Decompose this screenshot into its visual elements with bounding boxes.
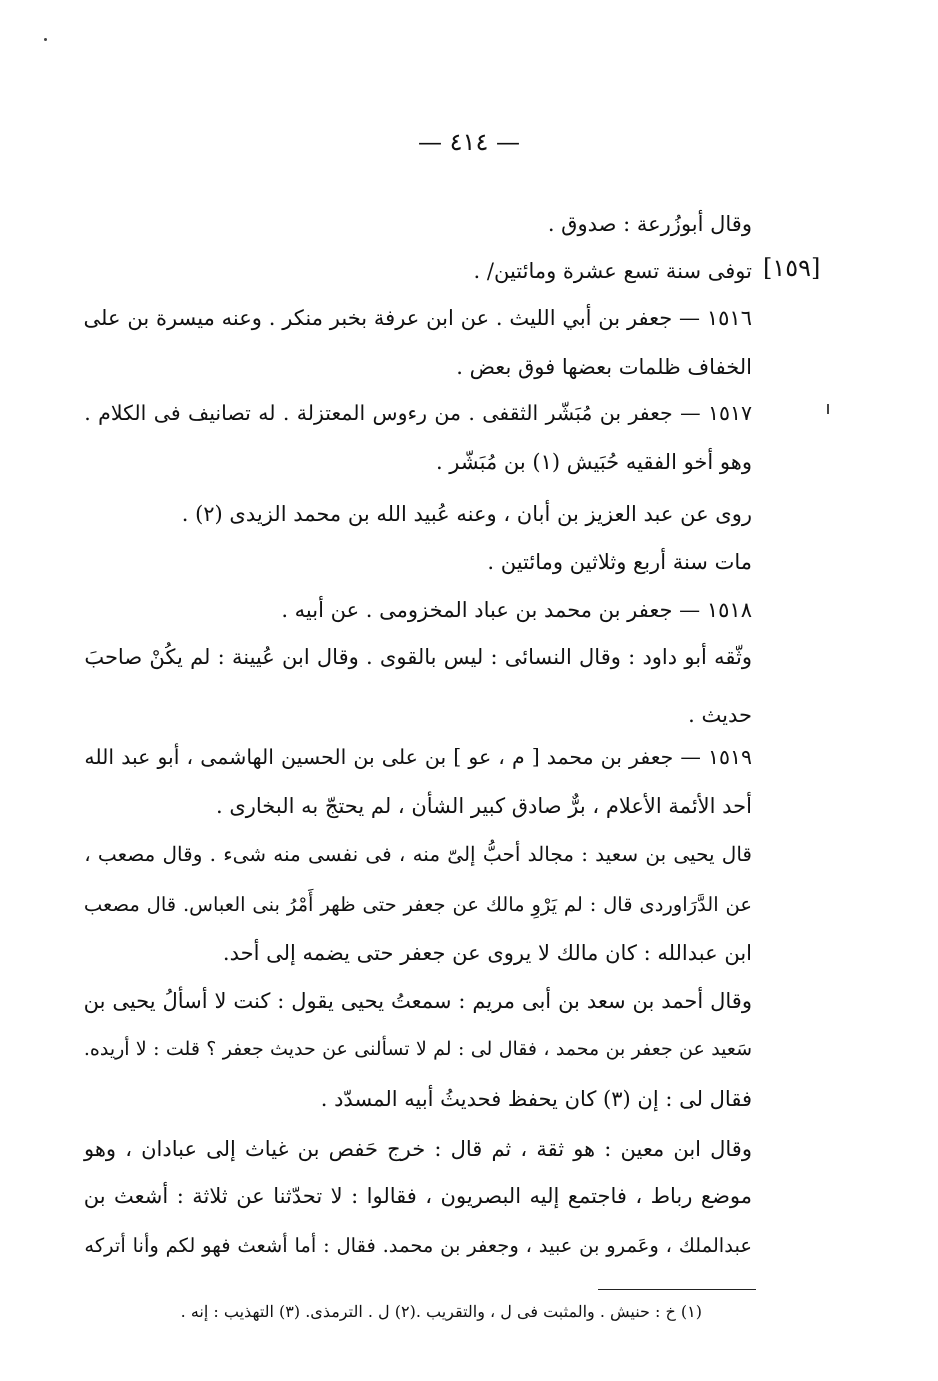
text-line: وهو أخو الفقيه حُبَيش (١) بن مُبَشّر . [435,450,752,474]
text-line: توفى سنة تسع عشرة ومائتين/ . [473,259,752,283]
entry-1517-line: ١٥١٧ — جعفر بن مُبَشّر الثقفى . من رءوس المعتزلة . له تصانيف فى الكلام . [84,401,752,425]
text-line: عبدالملك ، وعَمرو بن عبيد ، وجعفر بن محمد. فقال : أما أشعث فهو لكم وأنا أتركه [84,1234,752,1257]
text-line: وقال ابن معين : هو ثقة ، ثم قال : خرج حَفص بن غياث إلى عبادان ، وهو [83,1137,752,1161]
text-line: عن الدَّرَاوردى قال : لم يَرْوِ مالك عن جعفر حتى ظهر أَمْرُ بنى العباس. قال مصعب [83,893,752,916]
print-speck [44,38,47,41]
footnote-separator [598,1289,756,1290]
footnotes: (١) خ : حنيش . والمثبت فى ل ، والتقريب .(٢) ل . الترمذى. (٣) التهذيب : إنه . [180,1302,702,1321]
text-line: ابن عبدالله : كان مالك لا يروى عن جعفر حتى يضمه إلى أحد. [222,941,752,965]
print-speck [827,404,829,414]
entry-1519-line: ١٥١٩ — جعفر بن محمد [ م ، عو ] بن على بن الحسين الهاشمى ، أبو عبد الله [84,745,752,769]
text-line: وثّقه أبو داود : وقال النسائى : ليس بالقوى . وقال ابن عُيينة : لم يكُنْ صاحبَ [84,645,752,669]
entry-1518-line: ١٥١٨ — جعفر بن محمد بن عباد المخزومى . عن أبيه . [281,598,752,622]
text-line: وقال أبوزُرعة : صدوق . [547,212,752,236]
margin-page-reference: [١٥٩] [763,254,821,282]
text-line: وقال أحمد بن سعد بن أبى مريم : سمعتُ يحيى يقول : كنت لا أسألُ يحيى بن [83,989,752,1013]
text-line: روى عن عبد العزيز بن أبان ، وعنه عُبيد الله بن محمد الزيدى (٢) . [181,502,752,526]
text-line: حديث . [688,703,752,727]
text-line: فقال لى : إن (٣) كان يحفظ فحديثُ أبيه المسدّد . [320,1087,752,1111]
text-line: الخفاف ظلمات بعضها فوق بعض . [456,355,752,379]
page-number: — ٤١٤ — [418,128,520,156]
entry-1516-line: ١٥١٦ — جعفر بن أبي الليث . عن ابن عرفة بخبر منكر . وعنه ميسرة بن على [83,306,752,330]
text-line: موضع رباط ، فاجتمع إليه البصريون ، فقالوا : لا تحدّثنا عن ثلاثة : أشعث بن [83,1184,752,1208]
text-line: سَعيد عن جعفر بن محمد ، فقال لى : لم لا تسألنى عن حديث جعفر ؟ قلت : لا أريده. [83,1038,752,1060]
text-line: قال يحيى بن سعيد : مجالد أحبُّ إلىّ منه ، فى نفسى منه شىء . وقال مصعب ، [84,842,752,866]
text-line: أحد الأئمة الأعلام ، برٌّ صادق كبير الشأن ، لم يحتجّ به البخارى . [215,794,752,818]
text-line: مات سنة أربع وثلاثين ومائتين . [487,550,752,574]
